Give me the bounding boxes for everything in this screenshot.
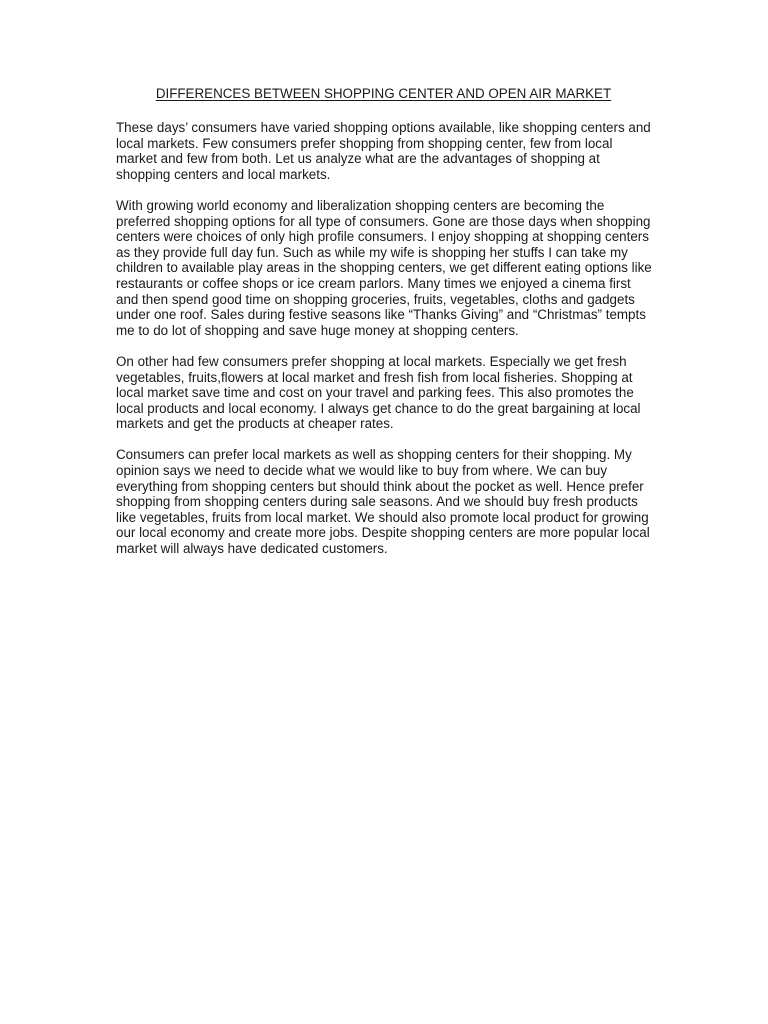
paragraph-intro: These days’ consumers have varied shopping options available, like shopping centers and local markets. Few consumers prefer shopping from shopping center, few from local market and few from both. Let us analyze what are the advantages of shopping at shopping centers and local markets. xyxy=(116,120,651,182)
paragraph-local-markets: On other had few consumers prefer shopping at local markets. Especially we get fresh vegetables, fruits,flowers at local market and fresh fish from local fisheries. Shopping at local market save time and cost on your travel and parking fees. This also promotes the local products and local economy. I always get chance to do the great bargaining at local markets and get the products at cheaper rates. xyxy=(116,353,641,432)
document-title: DIFFERENCES BETWEEN SHOPPING CENTER AND OPEN AIR MARKET xyxy=(155,86,612,101)
document-body xyxy=(116,120,653,572)
paragraph-conclusion: Consumers can prefer local markets as well as shopping centers for their shopping. My opinion says we need to decide what we would like to buy from where. We can buy everything from shopping centers but should think about the pocket as well. Hence prefer shopping from shopping centers during sale seasons. And we should buy fresh products like vegetables, fruits from local market. We should also promote local product for growing our local economy and create more jobs. Despite shopping centers are more popular local market will always have dedicated customers. xyxy=(116,447,650,557)
paragraph-shopping-centers: With growing world economy and liberalization shopping centers are becoming the preferred shopping options for all type of consumers. Gone are those days when shopping centers were choices of only high profile consumers. I enjoy shopping at shopping centers as they provide full day fun. Such as while my wife is shopping her stuffs I can take my children to available play areas in the shopping centers, we get different eating options like restaurants or coffee shops or ice cream parlors. Many times we enjoyed a cinema first and then spend good time on shopping groceries, fruits, vegetables, cloths and gadgets under one roof. Sales during festive seasons like “Thanks Giving” and “Christmas” tempts me to do lot of shopping and save huge money at shopping centers. xyxy=(116,197,652,338)
